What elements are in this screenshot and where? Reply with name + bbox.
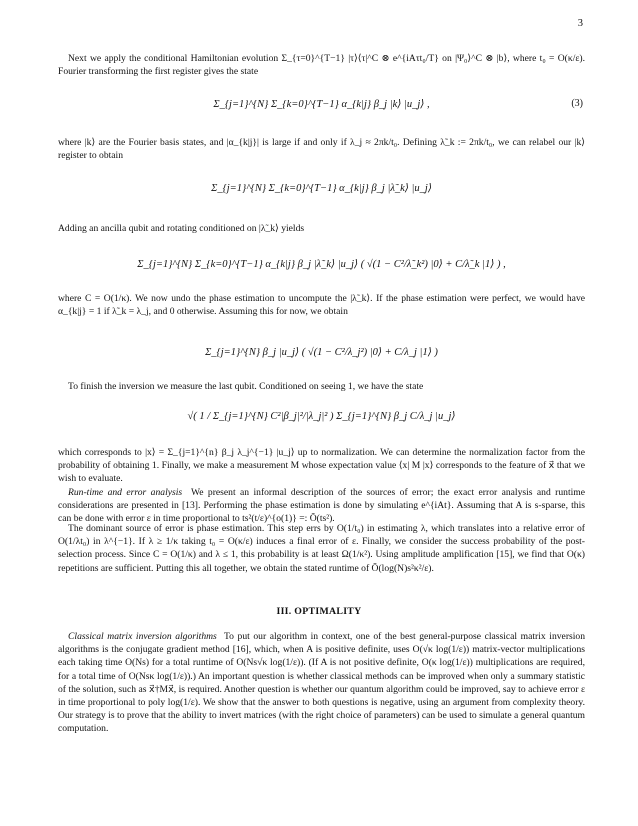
equation-ancilla-state: Σ_{j=1}^{N} Σ_{k=0}^{T−1} α_{k|j} β_j |λ̃_k⟩ |u_j⟩ ( √(1 − C²/λ̃_k²) |0⟩ + C/λ̃_k |1⟩ ) ,	[137, 259, 506, 270]
paragraph-runtime-error	[58, 486, 585, 526]
paragraph-undo-phase-estimation: where C = O(1/κ). We now undo the phase estimation to uncompute the |λ̃_k⟩. If the phase estimation were perfect, we would have α_{k|j} = 1 if λ̃_k = λ_j, and 0 otherwise. Assuming this for now, we obtain	[58, 293, 585, 318]
page-number: 3	[577, 18, 583, 29]
equation-relabeled-state: Σ_{j=1}^{N} Σ_{k=0}^{T−1} α_{k|j} β_j |λ̃_k⟩ |u_j⟩	[211, 183, 432, 194]
classical-algorithms-text: To put our algorithm in context, one of the best general-purpose classical matrix inversion algorithms is the conjugate gradient method [16], which, when A is positive definite, uses O(√κ log(1/ε)) matrix-vector multiplications each taking time O(Ns) for a total runtime of O(Ns√κ log(1/ε)). (If A is not positive definite, O(κ log(1/ε)) multiplications are required, for a total time of O(Nsκ log(1/ε)).) An important question is whether classical methods can be improved when only a summary statistic of the solution, such as x⃗†Mx⃗, is required. Another question is whether our quantum algorithm could be improved, say to achieve error ε in time proportional to poly log(1/ε). We show that the answer to both questions is negative, using an argument from complexity theory. Our strategy is to prove that the ability to invert matrices (with the right choice of parameters) can be used to simulate a general quantum computation.	[58, 631, 586, 735]
equation-3: Σ_{j=1}^{N} Σ_{k=0}^{T−1} α_{k|j} β_j |k⟩ |u_j⟩ ,	[213, 99, 430, 110]
paragraph-ancilla-rotation: Adding an ancilla qubit and rotating conditioned on |λ̃_k⟩ yields	[58, 223, 305, 234]
paragraph-classical-algorithms	[58, 630, 585, 736]
paragraph-measure-last-qubit: To finish the inversion we measure the last qubit. Conditioned on seeing 1, we have the state	[68, 381, 424, 392]
paragraph-normalization: which corresponds to |x⟩ = Σ_{j=1}^{n} β_j λ_j^{−1} |u_j⟩ up to normalization. We can determine the normalization factor from the probability of obtaining 1. Finally, we make a measurement M whose expectation value ⟨x| M |x⟩ corresponds to the feature of x⃗ that we wish to evaluate.	[58, 447, 585, 485]
paragraph-hamiltonian-evolution: Next we apply the conditional Hamiltonian evolution Σ_{τ=0}^{T−1} |τ⟩⟨τ|^C ⊗ e^{iAτt₀/T} on |Ψ₀⟩^C ⊗ |b⟩, where t₀ = O(κ/ε). Fourier transforming the first register gives the state	[58, 53, 585, 78]
paragraph-dominant-error: The dominant source of error is phase estimation. This step errs by O(1/t₀) in estimating λ, which translates into a relative error of O(1/λt₀) in λ^{−1}. If λ ≥ 1/κ taking t₀ = O(κ/ε) induces a final error of ε. Finally, we consider the success probability of the post-selection process. Since C = O(1/κ) and λ ≤ 1, this probability is at least Ω(1/κ²). Using amplitude amplification [15], we find that O(κ) repetitions are sufficient. Putting this all together, we obtain the stated runtime of Õ(log(N)s²κ²/ε).	[58, 523, 585, 574]
runtime-error-text: We present an informal description of the sources of error; the exact error analysis and runtime considerations are presented in [13]. Performing the phase estimation is done by simulating e^{iAt}. Assuming that A is s-sparse, this can be done with error ε in time proportional to ts²(t/ε)^{o(1)} =: Õ(ts²).	[58, 487, 586, 525]
equation-perfect-estimation: Σ_{j=1}^{N} β_j |u_j⟩ ( √(1 − C²/λ_j²) |0⟩ + C/λ_j |1⟩ )	[205, 347, 438, 358]
runin-heading-classical: Classical matrix inversion algorithms	[68, 631, 217, 642]
paragraph-fourier-basis: where |k⟩ are the Fourier basis states, and |α_{k|j}| is large if and only if λ_j ≈ 2πk/t₀. Defining λ̃_k := 2πk/t₀, we can relabel our |k⟩ register to obtain	[58, 137, 585, 162]
section-heading: III. OPTIMALITY	[276, 606, 362, 617]
runin-heading-runtime: Run-time and error analysis	[68, 487, 183, 498]
equation-3-label: (3)	[571, 98, 583, 109]
equation-final-state: √( 1 / Σ_{j=1}^{N} C²|β_j|²/|λ_j|² ) Σ_{j=1}^{N} β_j C/λ_j |u_j⟩	[187, 411, 456, 422]
